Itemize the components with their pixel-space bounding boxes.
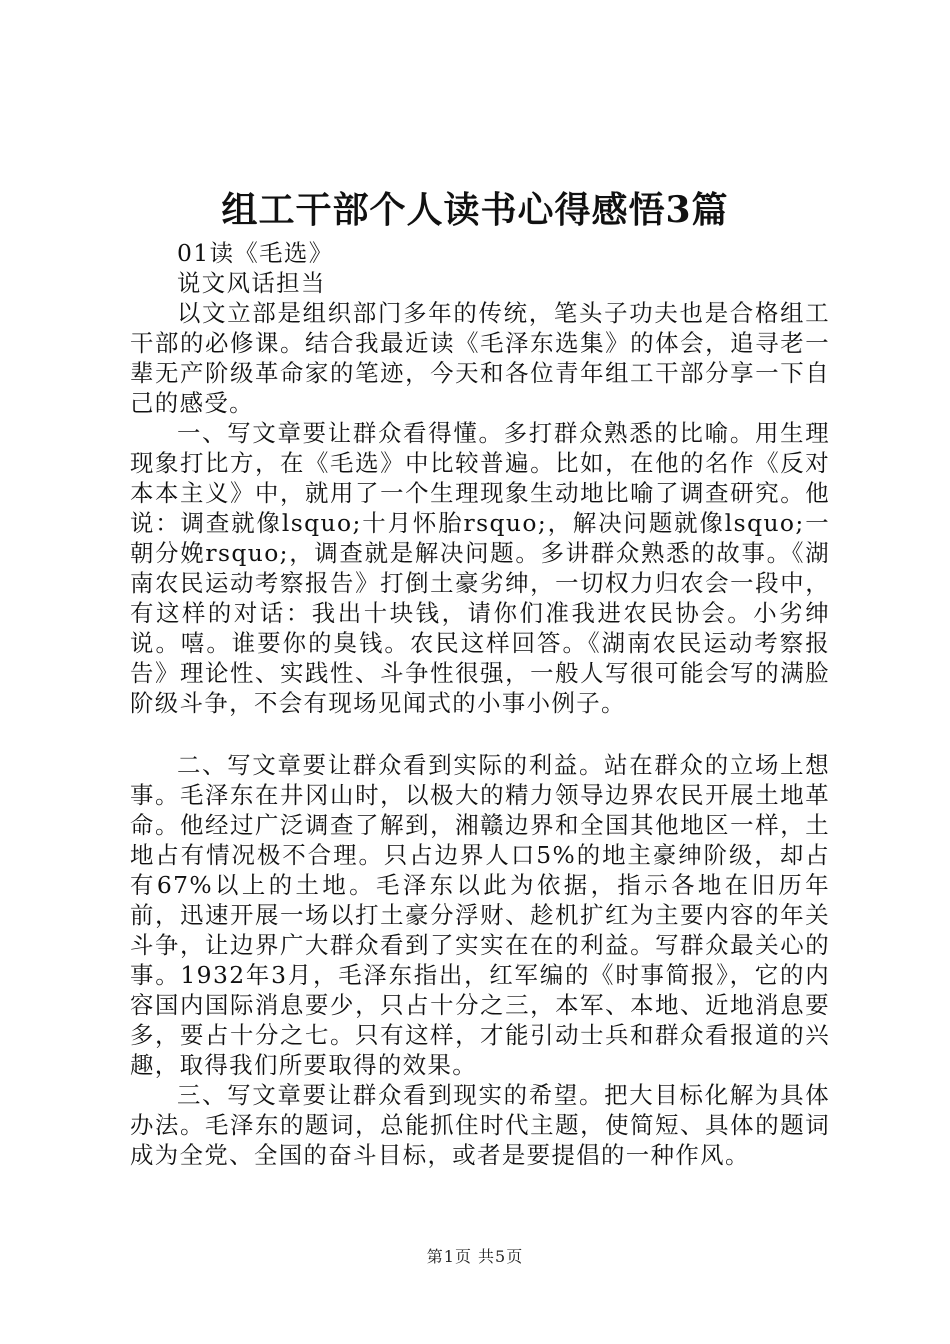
- paragraph-point-three: 三、写文章要让群众看到现实的希望。把大目标化解为具体办法。毛泽东的题词，总能抓住时代主题，使简短、具体的题词成为全党、全国的奋斗目标，或者是要提倡的一种作风。: [130, 1081, 830, 1169]
- paragraph-subheading: 说文风话担当: [177, 269, 326, 297]
- document-body: [130, 238, 830, 1170]
- paragraph-section-heading: 01读《毛选》: [177, 239, 334, 267]
- paragraph-point-one: 一、写文章要让群众看得懂。多打群众熟悉的比喻。用生理现象打比方，在《毛选》中比较普遍。比如，在他的名作《反对本本主义》中，就用了一个生理现象生动地比喻了调查研究。他说：调查就像lsquo;十月怀胎rsquo;，解决问题就像lsquo;一朝分娩rsquo;，调查就是解决问题。多讲群众熟悉的故事。《湖南农民运动考察报告》打倒土豪劣绅，一切权力归农会一段中，有这样的对话：我出十块钱，请你们准我进农民协会。小劣绅说。嘻。谁要你的臭钱。农民这样回答。《湖南农民运动考察报告》理论性、实践性、斗争性很强，一般人写很可能会写的满脸阶级斗争，不会有现场见闻式的小事小例子。: [130, 419, 830, 717]
- page-number-footer: 第1页 共5页: [426, 1247, 524, 1266]
- paragraph-point-two: 二、写文章要让群众看到实际的利益。站在群众的立场上想事。毛泽东在井冈山时，以极大的精力领导边界农民开展土地革命。他经过广泛调查了解到，湘赣边界和全国其他地区一样，土地占有情况极不合理。只占边界人口5%的地主豪绅阶级，却占有67%以上的土地。毛泽东以此为依据，指示各地在旧历年前，迅速开展一场以打土豪分浮财、趁机扩红为主要内容的年关斗争，让边界广大群众看到了实实在在的利益。写群众最关心的事。1932年3月，毛泽东指出，红军编的《时事简报》，它的内容国内国际消息要少，只占十分之三，本军、本地、近地消息要多，要占十分之七。只有这样，才能引动士兵和群众看报道的兴趣，取得我们所要取得的效果。: [130, 751, 830, 1079]
- paragraph-intro: 以文立部是组织部门多年的传统，笔头子功夫也是合格组工干部的必修课。结合我最近读《毛泽东选集》的体会，追寻老一辈无产阶级革命家的笔迹，今天和各位青年组工干部分享一下自己的感受。: [130, 299, 830, 417]
- document-title: 组工干部个人读书心得感悟3篇: [221, 189, 729, 231]
